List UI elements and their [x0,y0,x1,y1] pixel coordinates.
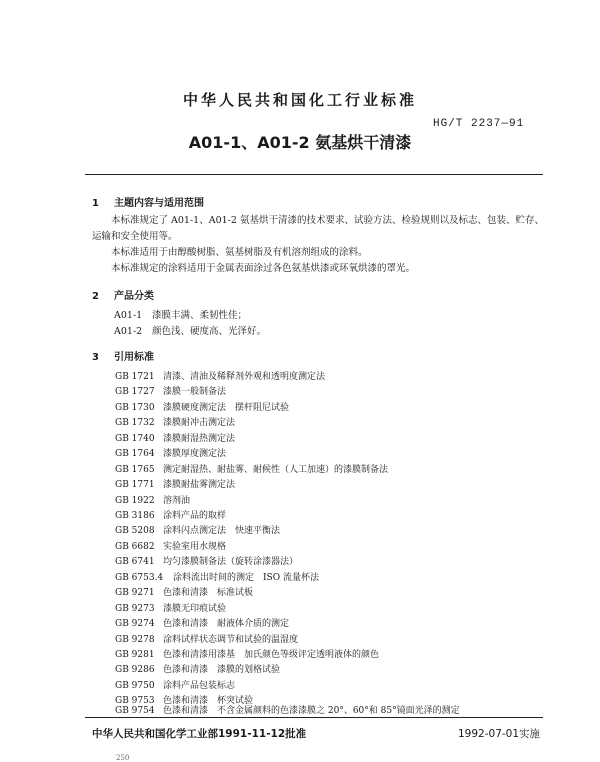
ref-title: 清漆、清油及稀释剂外观和透明度测定法 [163,372,326,382]
ref-title: 实验室用水规格 [163,542,227,552]
ref-title: 漆膜硬度测定法 摆杆阻尼试验 [163,403,290,413]
ref-title: 漆膜厚度测定法 [163,449,227,459]
reference-item [115,570,319,583]
class-desc: 颜色浅、硬度高、光泽好。 [152,326,267,337]
ref-title: 色漆和清漆用漆基 加氏颜色等级评定透明液体的颜色 [163,650,380,660]
ref-code: GB 6753.4 [115,573,164,583]
effective-date: 1992-07-01实施 [458,728,541,740]
ref-title: 色漆和清漆 漆膜的划格试验 [163,665,281,675]
section-title: 引用标准 [114,352,154,363]
reference-item [115,523,280,536]
ref-code: GB 9274 [115,619,155,629]
reference-item [115,647,379,660]
reference-item [115,384,226,397]
ref-code: GB 9273 [115,604,155,614]
ref-code: GB 1765 [115,465,155,475]
classification-item [114,307,247,321]
ref-code: GB 9754 [115,706,155,716]
reference-item [115,400,289,413]
ref-code: GB 6741 [115,557,155,567]
section-title: 主题内容与适用范围 [114,198,204,209]
ref-code: GB 1730 [115,403,155,413]
ref-code: GB 1727 [115,387,155,397]
section-2-heading [92,287,154,302]
footer-divider [85,717,543,718]
section-number: 1 [92,198,99,209]
ref-code: GB 9281 [115,650,155,660]
ref-title: 均匀漆膜制备法（旋转涂漆器法） [163,557,299,567]
reference-item [115,601,226,614]
reference-item [115,508,226,521]
page-number: 250 [116,754,130,762]
reference-item [115,539,226,552]
section-title: 产品分类 [114,291,154,302]
ref-title: 漆膜耐湿热测定法 [163,434,236,444]
document-title: A01-1、A01-2 氨基烘干清漆 [188,133,412,152]
ref-code: GB 6682 [115,542,155,552]
ref-code: GB 9286 [115,665,155,675]
section-1-para-2: 本标准适用于由醇酸树脂、氨基树脂及有机溶剂组成的涂料。 [111,247,368,258]
ref-title: 涂料闪点测定法 快速平衡法 [163,526,281,536]
ref-title: 色漆和清漆 杯突试验 [163,696,254,706]
ref-code: GB 9278 [115,635,155,645]
class-desc: 漆膜丰满、柔韧性佳； [152,310,248,321]
para-text: 本标准规定了 A01-1、A01-2 氨基烘干清漆的技术要求、试验方法、检验规则以及标志、包装、贮存、 [111,215,544,226]
ref-title: 涂料流出时间的测定 ISO 流量杯法 [173,573,319,583]
reference-item [115,632,298,645]
ref-code: GB 1922 [115,496,155,506]
ref-code: GB 1732 [115,418,155,428]
ref-code: GB 1721 [115,372,155,382]
reference-item [115,415,235,428]
section-number: 3 [92,352,99,363]
approval-line: 中华人民共和国化学工业部1991-11-12批准 [92,728,307,740]
ref-code: GB 9753 [115,696,155,706]
reference-item [115,662,280,675]
ref-title: 漆膜无印痕试验 [163,604,227,614]
ref-title: 色漆和清漆 不含金属颜料的色漆漆膜之 20°、60°和 85°镜面光泽的测定 [163,706,460,716]
section-1-para-1 [92,213,552,245]
ref-code: GB 1764 [115,449,155,459]
ref-title: 漆膜一般制备法 [163,387,227,397]
ref-code: GB 9271 [115,588,155,598]
standard-code: HG/T 2237—91 [433,118,525,130]
ref-title: 涂料试样状态调节和试验的温湿度 [163,635,299,645]
reference-item [115,477,235,490]
ref-title: 漆膜耐冲击测定法 [163,418,236,428]
reference-item [115,703,460,716]
reference-item [115,493,190,506]
ref-title: 溶剂油 [163,496,191,506]
header-divider [85,174,543,175]
org-title: 中华人民共和国化工行业标准 [182,91,417,109]
ref-code: GB 1771 [115,480,155,490]
ref-code: GB 5208 [115,526,155,536]
ref-title: 涂料产品包装标志 [163,681,236,691]
reference-item [115,431,235,444]
ref-code: GB 9750 [115,681,155,691]
ref-code: GB 1740 [115,434,155,444]
section-number: 2 [92,291,99,302]
reference-item [115,554,298,567]
class-code: A01-2 [114,326,143,337]
ref-title: 色漆和清漆 标准试板 [163,588,254,598]
reference-item [115,585,253,598]
ref-code: GB 3186 [115,511,155,521]
reference-item [115,678,235,691]
classification-item [114,323,266,337]
ref-title: 测定耐湿热、耐盐雾、耐候性（人工加速）的漆膜制备法 [163,465,389,475]
reference-item [115,462,388,475]
reference-item [115,446,226,459]
para-text: 运输和安全使用等。 [92,231,178,242]
section-3-heading [92,348,154,363]
reference-item [115,369,325,382]
reference-item [115,616,289,629]
ref-title: 漆膜耐盐雾测定法 [163,480,236,490]
section-1-para-3: 本标准规定的涂料适用于金属表面涂过各色氨基烘漆或环氧烘漆的罩光。 [111,263,416,274]
section-1-heading [92,194,204,209]
class-code: A01-1 [114,310,143,321]
ref-title: 色漆和清漆 耐液体介质的测定 [163,619,290,629]
ref-title: 涂料产品的取样 [163,511,227,521]
